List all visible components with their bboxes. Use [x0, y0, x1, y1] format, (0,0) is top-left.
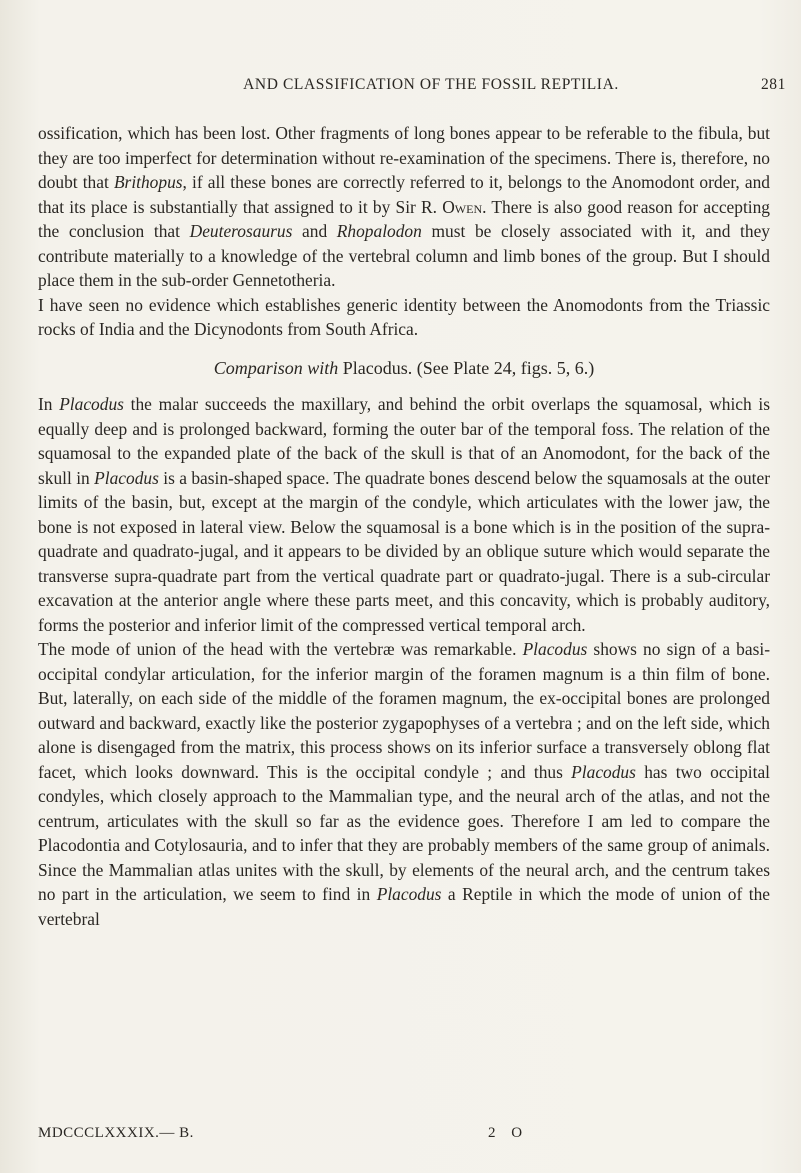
sheet-mark: 2 O [488, 1125, 529, 1141]
author-name: Owen [442, 196, 483, 217]
paragraph-4: The mode of union of the head with the vertebræ was remarkable. Placodus shows no sign of a basi-occipital condylar articulation, for the inferior margin of the foramen magnum is a thin film of bone. But, laterally, on each side of the middle of the foramen magnum, the ex-occipital bones are prolonged outward and backward, exactly like the posterior zygapophyses of a vertebra ; and on the left side, which alone is disengaged from the matrix, this process shows on its inferior surface a transversely oblong flat facet, which looks downward. This is the occipital condyle ; and thus Placodus has two occipital condyles, which closely approach to the Mammalian type, and the neural arch of the atlas, and not the centrum, articulates with the skull so far as the evidence goes. Therefore I am led to compare the Placodontia and Cotylosauria, and to infer that they are probably members of the same group of animals. Since the Mammalian atlas unites with the skull, by elements of the neural arch, and the centrum takes no part in the articulation, we seem to find in Placodus a Reptile in which the mode of union of the vertebral [38, 639, 770, 929]
running-title: AND CLASSIFICATION OF THE FOSSIL REPTILIA. [243, 76, 619, 93]
signature-mark: MDCCCLXXXIX.— B. [38, 1125, 194, 1141]
genus-name: Deuterosaurus [189, 221, 293, 241]
section-heading: Comparison with Placodus. (See Plate 24, figs. 5, 6.) [213, 357, 595, 378]
paragraph-2: I have seen no evidence which establishes generic identity between the Anomodonts from the Triassic rocks of India and the Dicynodonts from South Africa. [38, 294, 770, 339]
genus-name: Brithopus [113, 172, 183, 192]
genus-name: Rhopalodon [336, 221, 422, 241]
genus-name: Placodus [59, 394, 124, 414]
page-number: 281 [760, 76, 786, 93]
body-text [38, 121, 770, 931]
page-header [96, 76, 786, 98]
genus-name: Placodus [571, 761, 636, 782]
paragraph-3: In Placodus the malar succeeds the maxillary, and behind the orbit overlaps the squamosal, which is equally deep and is prolonged backward, forming the outer bar of the temporal foss. The relation of the squamosal to the expanded plate of the back of the skull is that of an Anomodont, for the back of the skull in Placodus is a basin-shaped space. The quadrate bones descend below the squamosals at the outer limits of the basin, but, except at the margin of the condyle, which articulates with the lower jaw, the bone is not exposed in lateral view. Below the squamosal is a bone which is in the position of the supra-quadrate and quadrato-jugal, and it appears to be divided by an oblique suture which would separate the transverse supra-quadrate part from the vertical quadrate part or quadrato-jugal. There is a sub-circular excavation at the anterior angle where these parts meet, and this concavity, which is probably auditory, forms the posterior and inferior limit of the compressed vertical temporal arch. [38, 394, 770, 635]
genus-name: Placodus [522, 639, 588, 659]
page-footer [38, 1125, 770, 1147]
genus-name: Placodus [94, 467, 159, 488]
paragraph-1: ossification, which has been lost. Other fragments of long bones appear to be referable to the fibula, but they are too imperfect for determination without re-examination of the specimens. There is, therefore, no doubt that Brithopus, if all these bones are correctly referred to it, belongs to the Anomodont order, and that its place is substantially that assigned to it by Sir R. Owen. There is also good reason for accepting the conclusion that Deuterosaurus and Rhopalodon must be closely associated with it, and they contribute materially to a knowledge of the vertebral column and limb bones of the group. But I should place them in the sub-order Gennetotheria. [38, 123, 771, 290]
genus-name: Placodus [376, 884, 442, 904]
